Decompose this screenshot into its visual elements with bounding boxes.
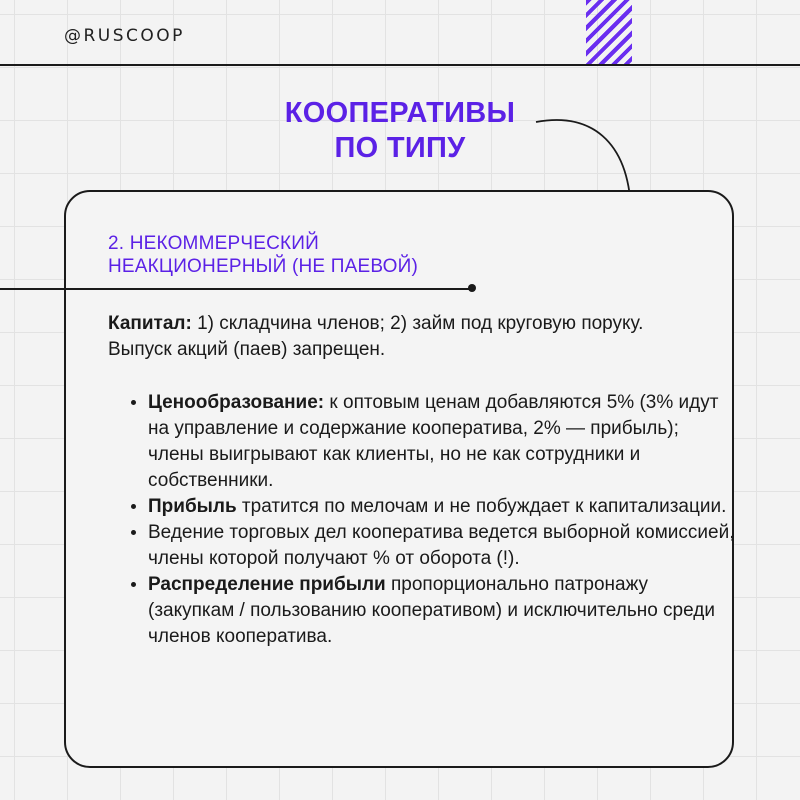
title-line-2: ПО ТИПУ [334, 132, 466, 164]
list-item [148, 520, 738, 572]
list-item-text: тратится по мелочам и не побуждает к капитализации. [236, 496, 727, 517]
list-item [148, 494, 738, 520]
subtitle-line-2: НЕАКЦИОНЕРНЫЙ (НЕ ПАЕВОЙ) [108, 256, 418, 277]
list-item [148, 390, 738, 494]
list-item-text: к оптовым ценам добавляются 5% (3% идут на управление и содержание кооператива, 2% — прибыль); члены выигрывают как клиенты, но не как сотрудники и собственники. [148, 392, 719, 491]
account-handle: @RUSCOOP [64, 26, 185, 46]
bullet-list [128, 390, 738, 650]
subtitle-line-1: 2. НЕКОММЕРЧЕСКИЙ [108, 233, 319, 254]
decorative-stripes [586, 0, 632, 64]
list-item-text: Ведение торговых дел кооператива ведется выборной комиссией, члены которой получают % от оборота (!). [148, 522, 735, 569]
page-title [250, 96, 550, 166]
capital-label: Капитал: [108, 313, 192, 334]
capital-text: 1) складчина членов; 2) займ под круговую поруку. Выпуск акций (паев) запрещен. [108, 313, 644, 360]
header-divider [0, 64, 800, 66]
subtitle-divider [0, 288, 472, 290]
section-subtitle [108, 232, 418, 278]
list-item [148, 572, 738, 650]
list-item-bold: Прибыль [148, 496, 237, 517]
list-item-bold: Распределение прибыли [148, 574, 386, 595]
list-item-text: пропорционально патронажу (закупкам / пользованию кооперативом) и исключительно среди членов кооператива. [148, 574, 715, 647]
capital-paragraph [108, 311, 708, 363]
list-item-bold: Ценообразование: [148, 392, 325, 413]
divider-dot [468, 284, 476, 292]
title-line-1: КООПЕРАТИВЫ [284, 97, 516, 129]
